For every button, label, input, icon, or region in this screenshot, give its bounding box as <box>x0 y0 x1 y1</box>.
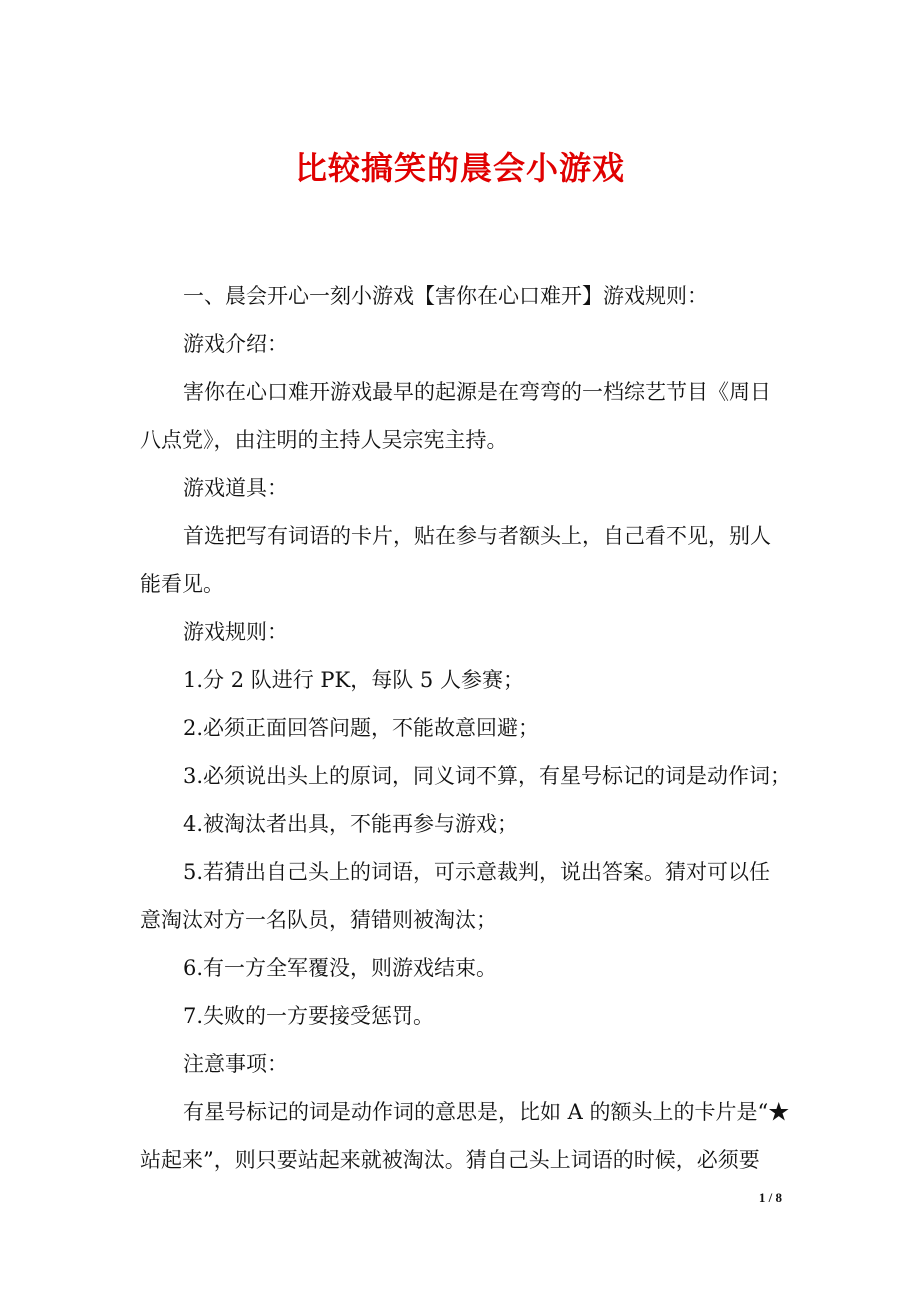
paragraph-line: 能看见。 <box>140 572 224 596</box>
subheading-rules: 游戏规则： <box>183 620 288 644</box>
paragraph-line: 站起来”，则只要站起来就被淘汰。猜自己头上词语的时候，必须要 <box>140 1148 760 1172</box>
rule-item: 2.必须正面回答问题，不能故意回避； <box>183 716 540 740</box>
page-title: 比较搞笑的晨会小游戏 <box>294 149 625 187</box>
rule-item: 3.必须说出头上的原词，同义词不算，有星号标记的词是动作词； <box>183 764 792 788</box>
rule-item-continued: 意淘汰对方一名队员，猜错则被淘汰； <box>140 908 497 932</box>
rule-item: 4.被淘汰者出具，不能再参与游戏； <box>183 812 519 836</box>
subheading-intro: 游戏介绍： <box>183 332 288 356</box>
section-heading: 一、晨会开心一刻小游戏【害你在心口难开】游戏规则： <box>183 284 708 308</box>
rule-item: 7.失败的一方要接受惩罚。 <box>183 1004 435 1028</box>
subheading-notes: 注意事项： <box>183 1052 288 1076</box>
paragraph-line: 有星号标记的词是动作词的意思是，比如 A 的额头上的卡片是“★ <box>183 1100 790 1124</box>
subheading-props: 游戏道具： <box>183 476 288 500</box>
rule-item: 6.有一方全军覆没，则游戏结束。 <box>183 956 498 980</box>
rule-item: 5.若猜出自己头上的词语，可示意裁判，说出答案。猜对可以任 <box>183 860 771 884</box>
rule-item: 1.分 2 队进行 PK，每队 5 人参赛； <box>183 668 524 692</box>
paragraph-line: 八点党》，由注明的主持人吴宗宪主持。 <box>140 428 508 452</box>
paragraph-line: 害你在心口难开游戏最早的起源是在弯弯的一档综艺节目《周日 <box>183 380 771 404</box>
page-number: 1 / 8 <box>758 1190 782 1205</box>
paragraph-line: 首选把写有词语的卡片，贴在参与者额头上，自己看不见，别人 <box>183 524 771 548</box>
